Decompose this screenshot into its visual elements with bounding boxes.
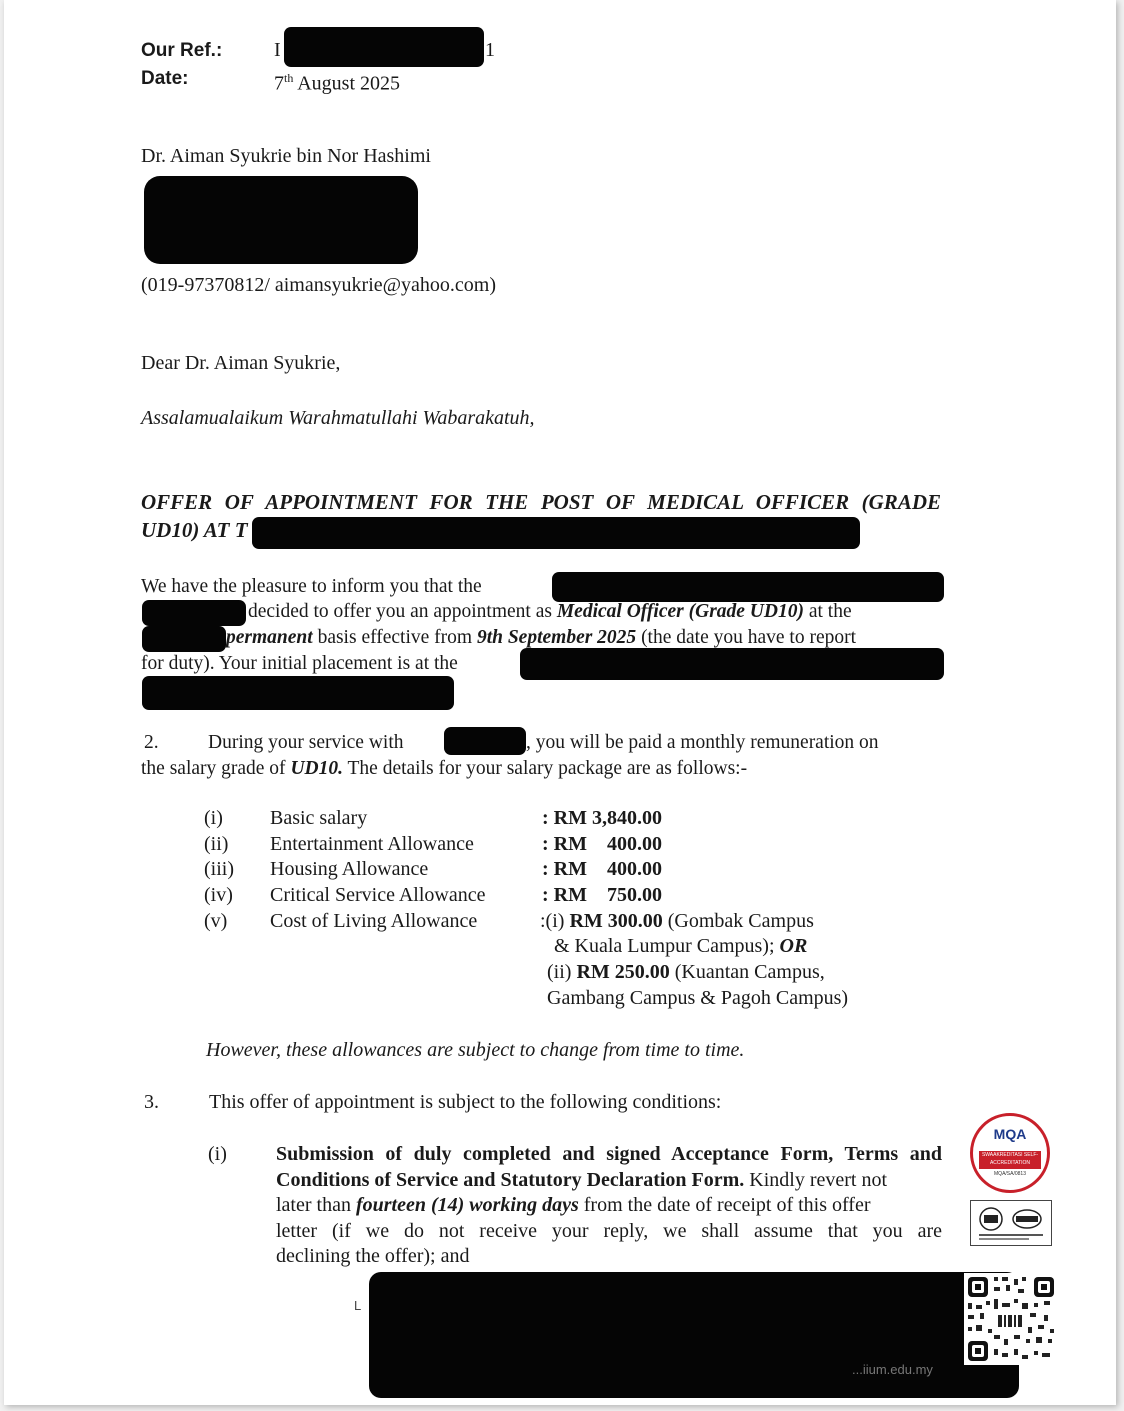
para2-line-1a: During your service with — [208, 732, 404, 753]
salary-num: (i) — [204, 807, 223, 829]
col-line-4: Gambang Campus & Pagoh Campus) — [547, 987, 849, 1009]
redaction-para2 — [444, 727, 526, 755]
seal-cert: MQA/SA/0813 — [994, 1171, 1026, 1177]
allowance-note: However, these allowances are subject to change from time to time. — [206, 1039, 745, 1061]
letter-page — [4, 0, 1116, 1405]
para1-line-1: We have the pleasure to inform you that the — [141, 576, 482, 597]
salary-label: Cost of Living Allowance — [270, 910, 478, 932]
cond-line-5: declining the offer); and — [276, 1245, 470, 1267]
salary-num: (ii) — [204, 833, 229, 855]
para1-line-2: decided to offer you an appointment as Medical Officer (Grade UD10) at the — [248, 601, 852, 622]
subject-line-1: OFFER OF APPOINTMENT FOR THE POST OF MEDICAL OFFICER (GRADE — [141, 490, 941, 514]
redaction-para1-d — [520, 648, 944, 680]
footer-site-fragment: ...iium.edu.my — [852, 1362, 933, 1377]
mqa-seal — [970, 1113, 1050, 1193]
cond-line-1: Submission of duly completed and signed Acceptance Form, Terms and — [276, 1143, 942, 1165]
recipient-name: Dr. Aiman Syukrie bin Nor Hashimi — [141, 145, 431, 167]
para1-line-3: permanent basis effective from 9th September 2025 (the date you have to report — [226, 627, 857, 648]
salary-label: Housing Allowance — [270, 858, 429, 880]
cond-line-4: letter (if we do not receive your reply, we shall assume that you are — [276, 1220, 942, 1242]
redaction-ref — [284, 27, 484, 67]
salary-num: (v) — [204, 910, 228, 932]
redaction-para1-a — [552, 572, 944, 602]
redaction-para1-b — [142, 600, 246, 626]
para2-line-2: the salary grade of UD10. The details for your salary package are as follows:- — [141, 758, 748, 779]
salutation: Dear Dr. Aiman Syukrie, — [141, 352, 341, 374]
letter-date: 7th August 2025 — [274, 71, 401, 95]
certification-logos — [970, 1200, 1052, 1246]
cond-number: (i) — [208, 1143, 227, 1165]
qr-code-icon — [964, 1273, 1058, 1365]
cond-line-2: Conditions of Service and Statutory Declaration Form. Kindly revert not — [276, 1169, 888, 1191]
para2-line-1b: , you will be paid a monthly remuneration on — [526, 732, 879, 753]
salary-num: (iv) — [204, 884, 233, 906]
ref-prefix: I — [274, 39, 281, 61]
redaction-subject — [252, 517, 860, 549]
salary-value-col-line-1: :(i) RM 300.00 (Gombak Campus — [540, 910, 814, 932]
salary-value: : RM 3,840.00 — [542, 807, 662, 829]
ref-label: Our Ref.: — [141, 40, 223, 61]
date-label: Date: — [141, 68, 189, 89]
para3-text: This offer of appointment is subject to the following conditions: — [209, 1091, 722, 1113]
recipient-contact: (019-97370812/ aimansyukrie@yahoo.com) — [141, 274, 497, 296]
redaction-footer — [369, 1272, 1019, 1398]
redaction-address — [144, 176, 418, 264]
subject-line-2: UD10) AT T — [141, 518, 248, 542]
col-line-2: & Kuala Lumpur Campus); OR — [554, 935, 808, 957]
seal-title: MQA — [993, 1126, 1027, 1142]
para3-number: 3. — [144, 1091, 159, 1113]
salary-label: Critical Service Allowance — [270, 884, 486, 906]
redaction-para1-c — [142, 626, 226, 652]
ref-suffix: 1 — [485, 39, 495, 61]
para2-number: 2. — [144, 732, 159, 753]
salary-label: Basic salary — [270, 807, 368, 829]
salary-value: : RM 400.00 — [542, 858, 662, 880]
greeting: Assalamualaikum Warahmatullahi Wabarakatuh, — [141, 407, 535, 429]
footer-fragment: L — [354, 1298, 362, 1313]
salary-num: (iii) — [204, 858, 234, 880]
certification-logos-icon — [971, 1201, 1051, 1245]
para1-line-4: for duty). Your initial placement is at the — [141, 653, 458, 674]
seal-band: SWAAKREDITASI SELF-ACCREDITATION — [979, 1151, 1041, 1169]
salary-value: : RM 400.00 — [542, 833, 662, 855]
salary-label: Entertainment Allowance — [270, 833, 474, 855]
cond-line-3: later than fourteen (14) working days from the date of receipt of this offer — [276, 1194, 871, 1216]
redaction-para1-e — [142, 676, 454, 710]
col-line-3: (ii) RM 250.00 (Kuantan Campus, — [547, 961, 825, 983]
salary-value: : RM 750.00 — [542, 884, 662, 906]
